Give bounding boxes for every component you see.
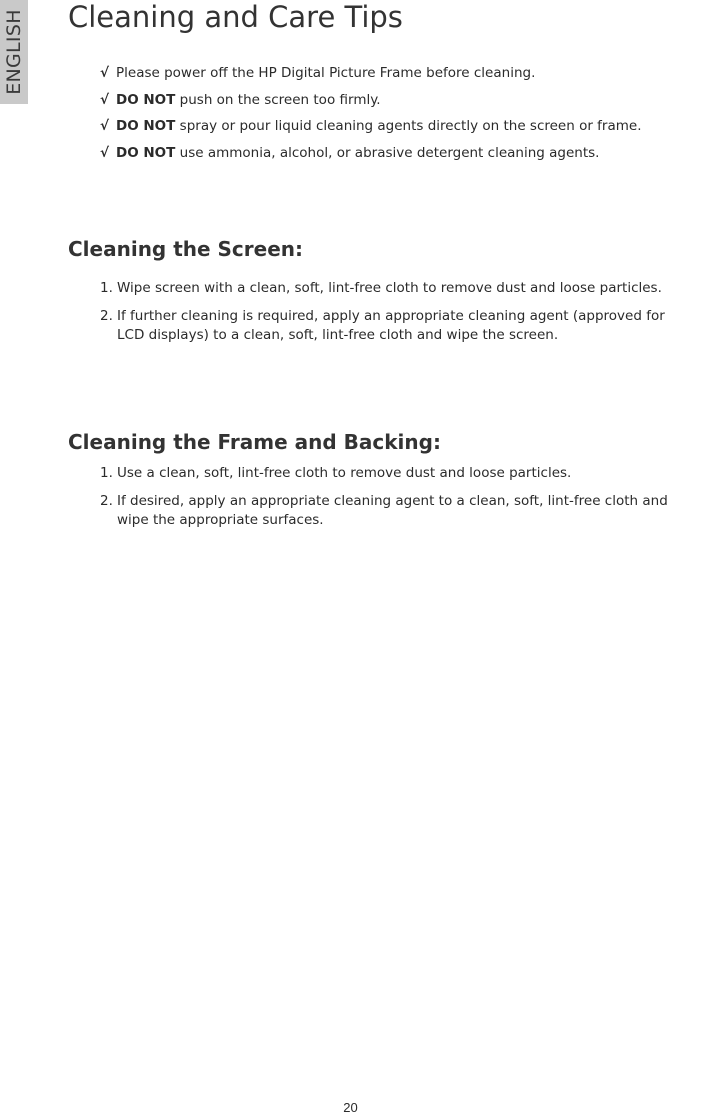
step-number: 2. <box>100 493 113 509</box>
tip-emphasis: DO NOT <box>116 91 176 108</box>
step-item <box>100 307 690 345</box>
check-mark-icon: √ <box>100 118 110 134</box>
tip-text: use ammonia, alcohol, or abrasive detergent cleaning agents. <box>175 144 600 161</box>
check-mark-icon: √ <box>100 144 110 161</box>
tip-item <box>100 144 642 171</box>
language-tab-label: ENGLISH <box>3 9 25 95</box>
tip-item <box>100 91 642 118</box>
tip-item <box>100 64 642 91</box>
tip-emphasis: DO NOT <box>116 144 176 161</box>
language-tab <box>0 0 28 104</box>
step-item <box>100 492 690 530</box>
frame-steps-list <box>100 464 690 539</box>
step-number: 2. <box>100 308 113 324</box>
screen-section-heading: Cleaning the Screen: <box>68 237 304 261</box>
step-text: Wipe screen with a clean, soft, lint-free cloth to remove dust and loose particles. <box>117 280 662 296</box>
tip-item <box>100 117 642 144</box>
step-number: 1. <box>100 280 113 296</box>
screen-steps-list <box>100 279 690 354</box>
step-item <box>100 464 690 483</box>
step-text: If further cleaning is required, apply an appropriate cleaning agent (approved for LCD displays) to a clean, soft, lint-free cloth and wipe the screen. <box>117 308 665 343</box>
tip-text: spray or pour liquid cleaning agents directly on the screen or frame. <box>175 118 642 134</box>
step-item <box>100 279 690 298</box>
care-tips-list <box>100 64 642 170</box>
check-mark-icon: √ <box>100 91 110 108</box>
step-text: Use a clean, soft, lint-free cloth to remove dust and loose particles. <box>117 465 572 481</box>
tip-text: Please power off the HP Digital Picture Frame before cleaning. <box>116 65 536 81</box>
step-text: If desired, apply an appropriate cleaning agent to a clean, soft, lint-free cloth and wipe the appropriate surfaces. <box>117 493 668 528</box>
step-number: 1. <box>100 465 113 481</box>
tip-text: push on the screen too firmly. <box>175 91 381 108</box>
frame-section-heading: Cleaning the Frame and Backing: <box>68 430 441 454</box>
check-mark-icon: √ <box>100 65 110 81</box>
page-title: Cleaning and Care Tips <box>68 0 403 34</box>
tip-emphasis: DO NOT <box>116 118 176 134</box>
page-number: 20 <box>343 1100 358 1115</box>
